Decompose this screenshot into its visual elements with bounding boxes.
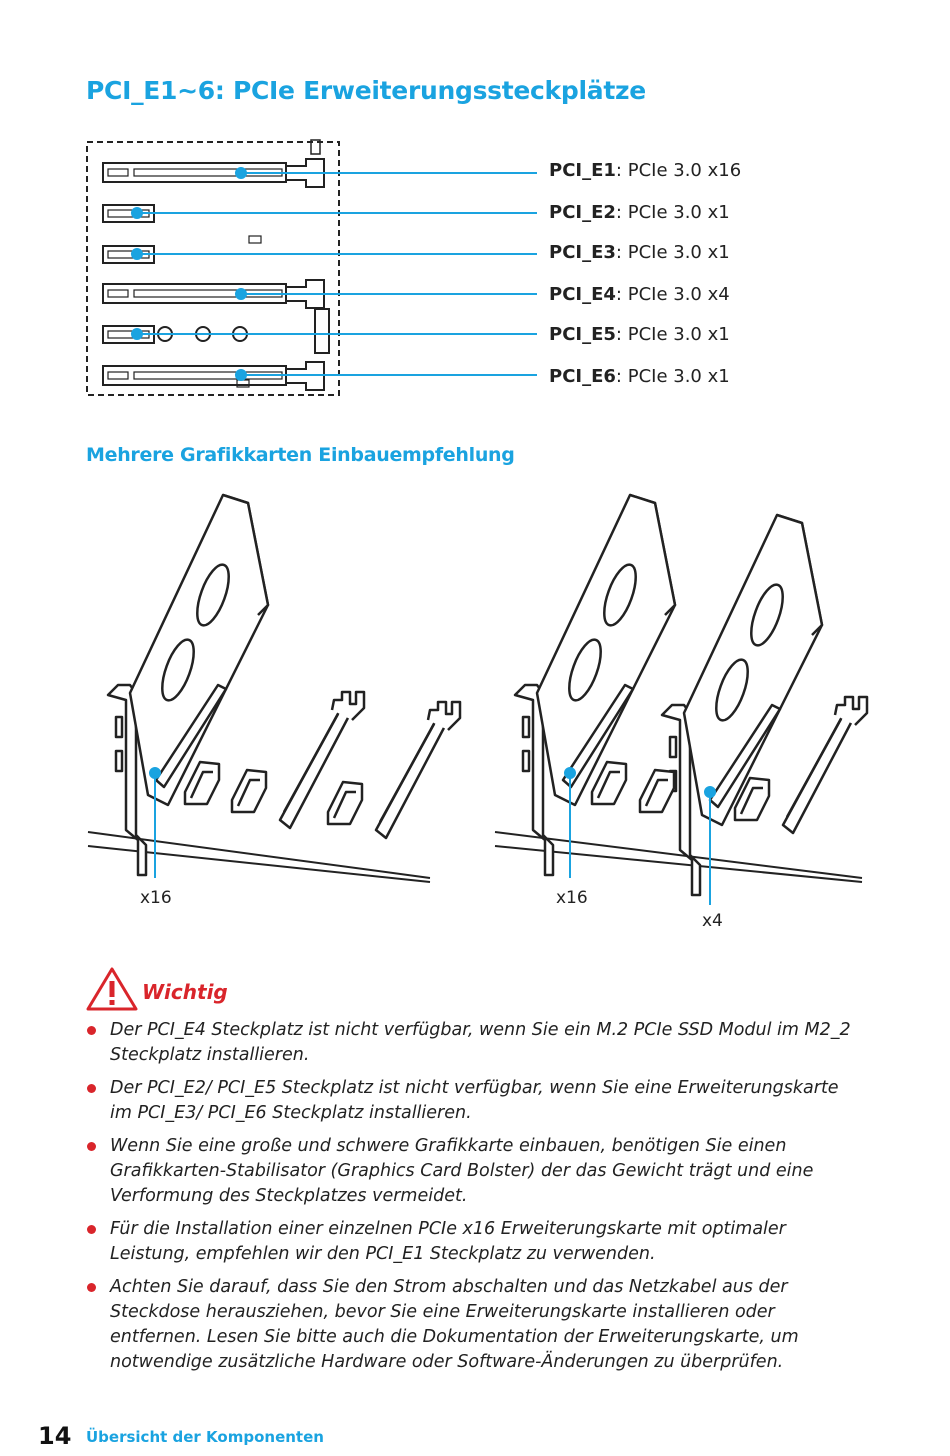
list-item: Wenn Sie eine große und schwere Grafikkarte einbauen, benötigen Sie einen Grafikkarten-Stabilisator (Graphics Card Bolster) der das Gewicht trägt und eine Verformung des Steckplatzes vermeidet. (86, 1134, 866, 1209)
slot-label-pci-e4: PCI_E4: PCIe 3.0 x4 (549, 284, 730, 305)
gpu-right-x16-label: x16 (556, 888, 588, 908)
list-item: Für die Installation einer einzelnen PCIe x16 Erweiterungskarte mit optimaler Leistung, empfehlen wir den PCI_E1 Steckplatz zu verwenden. (86, 1217, 866, 1267)
warning-title: Wichtig (142, 980, 228, 1004)
slot-label-pci-e6: PCI_E6: PCIe 3.0 x1 (549, 366, 730, 387)
page-number: 14 (38, 1422, 72, 1450)
warning-icon (86, 966, 138, 1012)
gpu-right-x4-label: x4 (702, 911, 723, 931)
page-title: PCI_E1~6: PCIe Erweiterungssteckplätze (86, 76, 646, 105)
gpu-left-x16-label: x16 (140, 888, 172, 908)
footer-section: Übersicht der Komponenten (86, 1428, 324, 1446)
list-item: Der PCI_E4 Steckplatz ist nicht verfügbar, wenn Sie ein M.2 PCIe SSD Modul im M2_2 Steckplatz installieren. (86, 1018, 866, 1068)
slot-label-pci-e5: PCI_E5: PCIe 3.0 x1 (549, 324, 730, 345)
slot-label-pci-e2: PCI_E2: PCIe 3.0 x1 (549, 202, 730, 223)
slot-label-pci-e3: PCI_E3: PCIe 3.0 x1 (549, 242, 730, 263)
list-item: Der PCI_E2/ PCI_E5 Steckplatz ist nicht verfügbar, wenn Sie eine Erweiterungskarte im PCI_E3/ PCI_E6 Steckplatz installieren. (86, 1076, 866, 1126)
slot-label-pci-e1: PCI_E1: PCIe 3.0 x16 (549, 160, 742, 181)
section-subtitle: Mehrere Grafikkarten Einbauempfehlung (86, 444, 515, 466)
list-item: Achten Sie darauf, dass Sie den Strom abschalten und das Netzkabel aus der Steckdose herausziehen, bevor Sie eine Erweiterungskarte installieren oder entfernen. Lesen Sie bitte auch die Dokumentation der Erweiterungskarte, um notwendige zusätzliche Hardware oder Software-Änderungen zu überprüfen. (86, 1275, 866, 1375)
warning-list (86, 1018, 866, 1383)
